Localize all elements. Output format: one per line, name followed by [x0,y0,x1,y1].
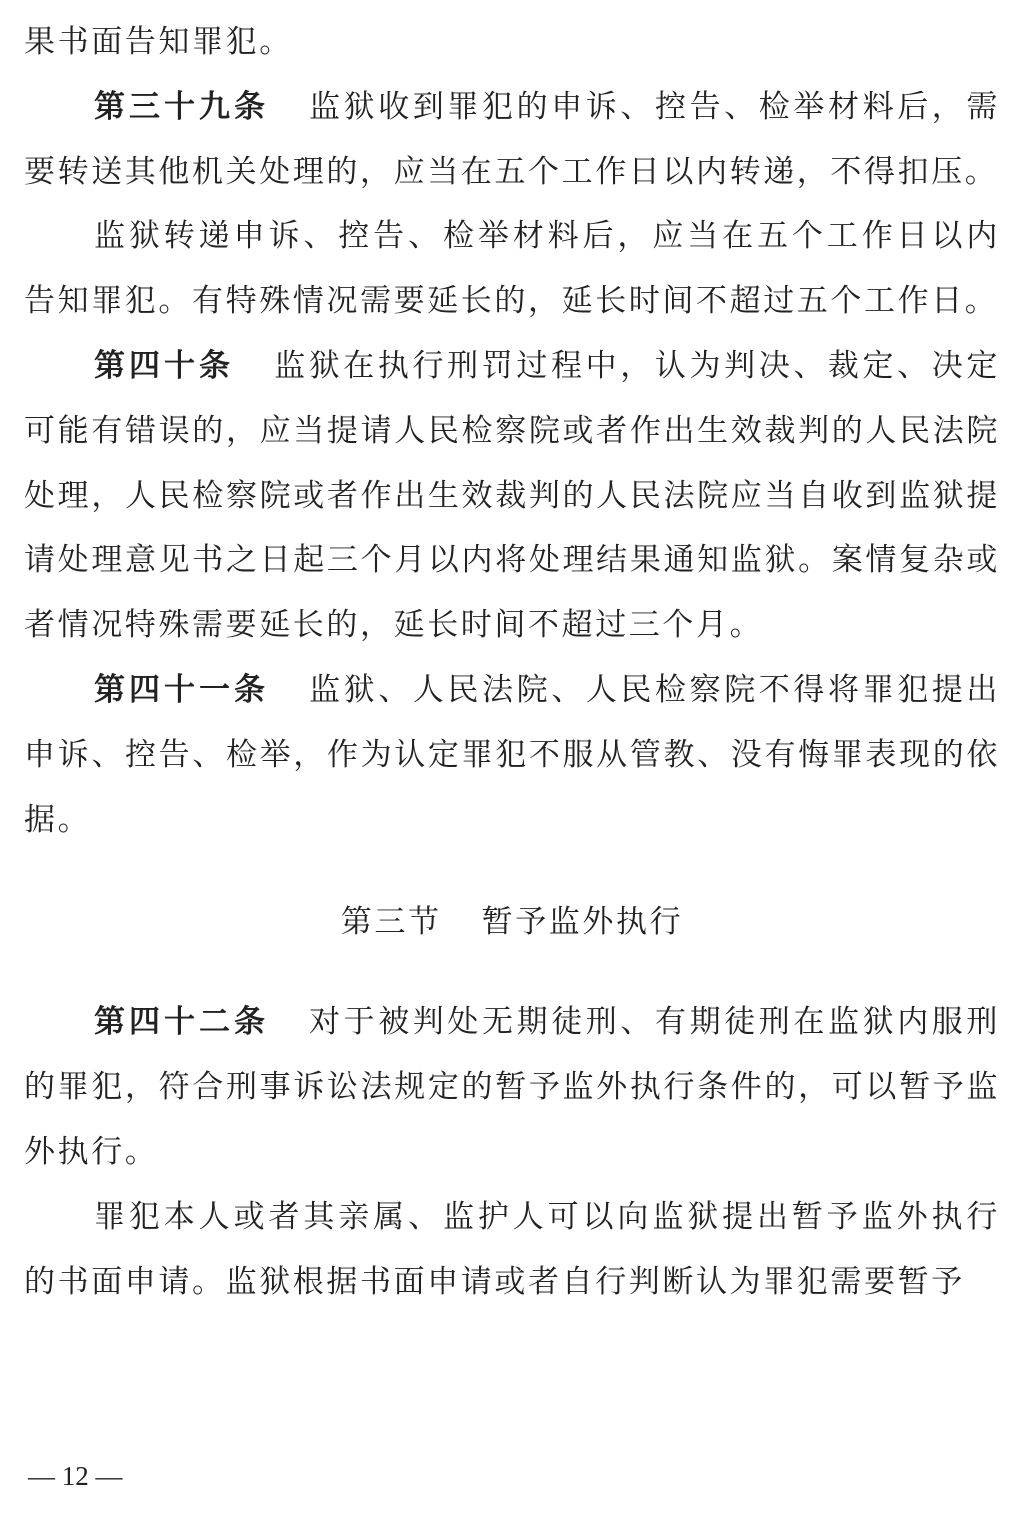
article-39-second-paragraph [24,204,1000,334]
article-number: 第四十一条 [94,671,269,708]
paragraph-text: 监狱、人民法院、人民检察院不得将罪犯提出申诉、控告、检举，作为认定罪犯不服从管教、没有悔罪表现的依据。 [24,671,1000,838]
article-number: 第四十二条 [94,1004,269,1041]
page-number: — 12 — [28,1461,123,1491]
paragraph-continuation [24,10,1000,75]
article-42-paragraph [24,990,1000,1184]
section-title: 暂予监外执行 [481,904,684,941]
article-42-second-paragraph [24,1185,1000,1315]
article-number: 第三十九条 [94,88,269,125]
paragraph-text: 罪犯本人或者其亲属、监护人可以向监狱提出暂予监外执行的书面申请。监狱根据书面申请或者自行判断认为罪犯需要暂予 [24,1198,1000,1300]
paragraph-text: 监狱转递申诉、控告、检举材料后，应当在五个工作日以内告知罪犯。有特殊情况需要延长的，延长时间不超过五个工作日。 [24,218,1000,320]
section-heading [24,890,1000,954]
paragraph-text: 监狱收到罪犯的申诉、控告、检举材料后，需要转送其他机关处理的，应当在五个工作日以内转递，不得扣压。 [24,88,1000,190]
paragraph-text: 果书面告知罪犯。 [24,24,293,60]
article-39-paragraph [24,75,1000,205]
article-41-paragraph [24,658,1000,852]
paragraph-text: 对于被判处无期徒刑、有期徒刑在监狱内服刑的罪犯，符合刑事诉讼法规定的暂予监外执行条件的，可以暂予监外执行。 [24,1004,1000,1170]
article-40-paragraph [24,334,1000,658]
article-number: 第四十条 [94,347,235,384]
document-body [24,10,1000,1314]
paragraph-text: 监狱在执行刑罚过程中，认为判决、裁定、决定可能有错误的，应当提请人民检察院或者作出生效裁判的人民法院处理，人民检察院或者作出生效裁判的人民法院应当自收到监狱提请处理意见书之日起三个月以内将处理结果通知监狱。案情复杂或者情况特殊需要延长的，延长时间不超过三个月。 [24,347,1001,644]
section-number: 第三节 [340,904,442,941]
